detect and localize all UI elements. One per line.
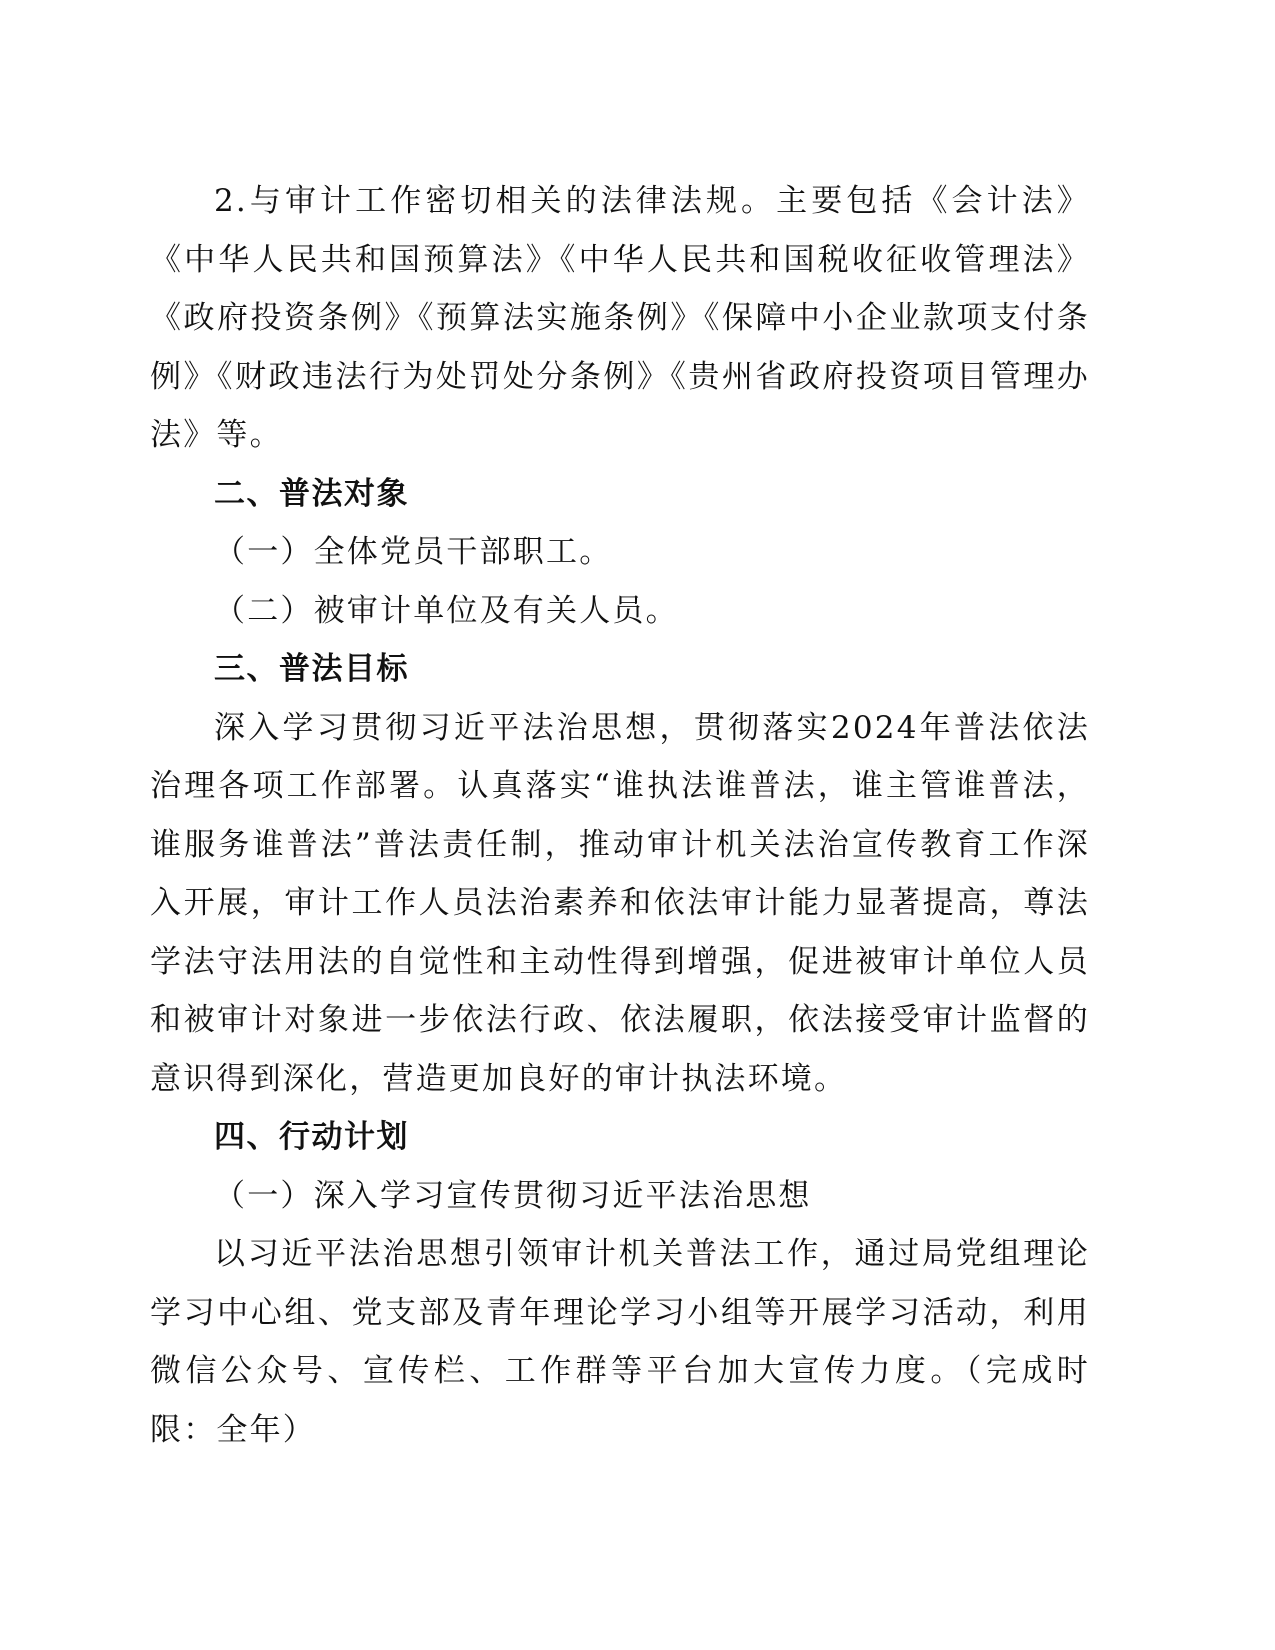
paragraph-action-plan: 以习近平法治思想引领审计机关普法工作，通过局党组理论学习中心组、党支部及青年理论学习小组等开展学习活动，利用微信公众号、宣传栏、工作群等平台加大宣传力度。（完成时限：全年） (150, 1236, 1090, 1448)
subitem-study-thought: （一）深入学习宣传贯彻习近平法治思想 (214, 1177, 812, 1214)
paragraph-laws: 2.与审计工作密切相关的法律法规。主要包括《会计法》《中华人民共和国预算法》《中华人民共和国税收征收管理法》《政府投资条例》《预算法实施条例》《保障中小企业款项支付条例》《财政违法行为处罚处分条例》《贵州省政府投资项目管理办法》等。 (150, 183, 1090, 453)
section-heading-action-plan: 四、行动计划 (214, 1119, 409, 1155)
section-heading-goals: 三、普法目标 (214, 651, 409, 687)
subitem-audited-units: （二）被审计单位及有关人员。 (214, 592, 679, 629)
paragraph-goals: 深入学习贯彻习近平法治思想，贯彻落实2024年普法依法治理各项工作部署。认真落实“谁执法谁普法，谁主管谁普法，谁服务谁普法”普法责任制，推动审计机关法治宣传教育工作深入开展，审计工作人员法治素养和依法审计能力显著提高，尊法学法守法用法的自觉性和主动性得到增强，促进被审计单位人员和被审计对象进一步依法行政、依法履职，依法接受审计监督的意识得到深化，营造更加良好的审计执法环境。 (150, 709, 1090, 1097)
subitem-all-staff: （一）全体党员干部职工。 (214, 534, 613, 570)
document-body (150, 172, 1090, 1459)
section-heading-targets: 二、普法对象 (214, 475, 409, 512)
